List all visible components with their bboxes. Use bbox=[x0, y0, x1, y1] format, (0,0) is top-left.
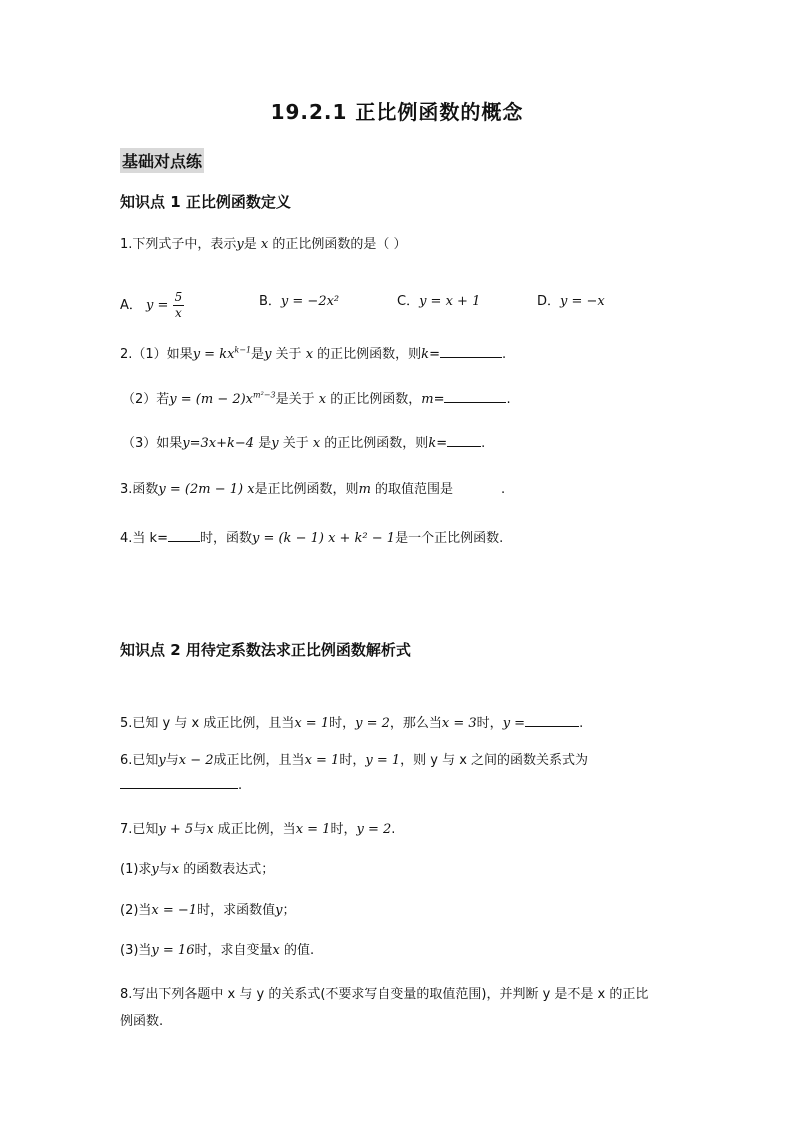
section-heading: 基础对点练 bbox=[120, 148, 204, 173]
option-a: A． y = $\frac{5}{x}$ bbox=[120, 290, 183, 320]
question-6-answer-line: . bbox=[120, 776, 242, 793]
question-7-sub-2: (2)当x = −1时，求函数值y； bbox=[120, 903, 296, 918]
answer-blank[interactable] bbox=[525, 714, 579, 727]
question-6: 6.已知y与x − 2成正比例，且当x = 1时，y = 1，则 y 与 x 之间的函数关系式为 bbox=[120, 753, 589, 768]
question-2-part-1: 2.（1）如果$y = kx^{k-1}$是y 关于 x 的正比例函数，则k= . bbox=[120, 345, 507, 362]
question-1: 1.下列式子中，表示y是 x 的正比例函数的是（ ） bbox=[120, 237, 407, 252]
option-d: D．y = −x bbox=[537, 294, 605, 309]
question-2-part-2: （2）若$y = (m - 2)x^{m^2-3}$是关于 x 的正比例函数，m= . bbox=[122, 390, 511, 407]
option-b: B．y = −2x² bbox=[259, 294, 340, 309]
question-8-line-2: 例函数. bbox=[120, 1014, 164, 1029]
question-2-part-3: （3）如果y=3x+k−4 是y 关于 x 的正比例函数，则k= . bbox=[122, 436, 486, 451]
question-8-line-1: 8.写出下列各题中 x 与 y 的关系式(不要求写自变量的取值范围)，并判断 y 是不是 x 的正比 bbox=[120, 987, 649, 1002]
page-title: 19.2.1 正比例函数的概念 bbox=[270, 100, 524, 124]
question-7-sub-3: (3)当y = 16时，求自变量x 的值. bbox=[120, 943, 315, 958]
knowledge-point-1: 知识点 1 正比例函数定义 bbox=[120, 193, 291, 211]
answer-blank[interactable] bbox=[444, 390, 506, 403]
question-7-sub-1: (1)求y与x 的函数表达式； bbox=[120, 862, 275, 877]
question-5: 5.已知 y 与 x 成正比例，且当x = 1时，y = 2，那么当x = 3时，y = . bbox=[120, 716, 584, 731]
fraction: $\frac{5}{x}$ bbox=[174, 290, 183, 320]
option-c: C．y = x + 1 bbox=[397, 294, 481, 309]
answer-blank[interactable] bbox=[120, 776, 238, 789]
knowledge-point-2: 知识点 2 用待定系数法求正比例函数解析式 bbox=[120, 641, 411, 659]
answer-blank[interactable] bbox=[447, 434, 481, 447]
answer-blank[interactable] bbox=[440, 345, 502, 358]
question-7: 7.已知y + 5与x 成正比例，当x = 1时，y = 2. bbox=[120, 822, 396, 837]
question-3: 3.函数y = (2m − 1) x是正比例函数，则m 的取值范围是 . bbox=[120, 482, 506, 497]
answer-blank[interactable] bbox=[168, 529, 200, 542]
question-4: 4.当 k= 时，函数y = (k − 1) x + k² − 1是一个正比例函数. bbox=[120, 531, 504, 546]
